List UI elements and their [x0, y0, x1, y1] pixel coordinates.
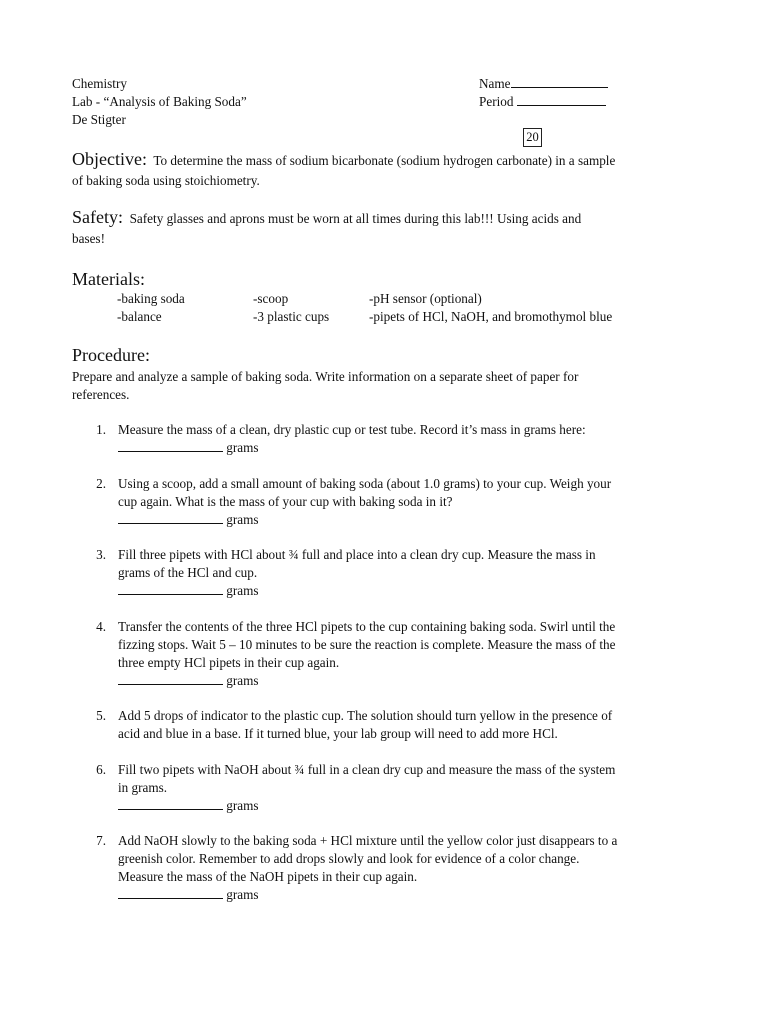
- answer-line[interactable]: [118, 886, 703, 904]
- name-field[interactable]: [479, 75, 608, 93]
- step-line: cup again. What is the mass of your cup with baking soda in it?: [118, 494, 453, 509]
- step-line: Measure the mass of a clean, dry plastic cup or test tube. Record it’s mass in grams here:: [118, 422, 586, 437]
- objective-heading: Objective:: [72, 149, 147, 169]
- step-number: 2.: [96, 476, 106, 491]
- safety-heading: Safety:: [72, 207, 123, 227]
- answer-blank[interactable]: [118, 582, 223, 595]
- safety-text-line2: bases!: [72, 231, 105, 246]
- answer-blank[interactable]: [118, 886, 223, 899]
- step-line: Using a scoop, add a small amount of baking soda (about 1.0 grams) to your cup. Weigh your: [118, 476, 612, 491]
- step-number: 6.: [96, 762, 106, 777]
- step-number: 1.: [96, 422, 106, 437]
- unit-label: grams: [226, 583, 259, 598]
- step-number: 4.: [96, 619, 106, 634]
- unit-label: grams: [226, 887, 259, 902]
- materials-heading: Materials:: [72, 269, 145, 289]
- step-1-text: [118, 421, 703, 457]
- answer-blank[interactable]: [118, 511, 223, 524]
- name-label: Name: [479, 76, 511, 91]
- step-line: in grams.: [118, 780, 168, 795]
- period-field[interactable]: [479, 93, 606, 111]
- objective-section: [72, 150, 697, 170]
- answer-blank[interactable]: [118, 672, 223, 685]
- objective-text-line2: of baking soda using stoichiometry.: [72, 173, 260, 188]
- answer-line[interactable]: [118, 511, 703, 529]
- name-blank[interactable]: [511, 75, 608, 88]
- lab-title: Lab - “Analysis of Baking Soda”: [72, 94, 247, 109]
- answer-line[interactable]: [118, 797, 703, 815]
- unit-label: grams: [226, 798, 259, 813]
- step-line: grams of the HCl and cup.: [118, 565, 258, 580]
- step-number: 5.: [96, 708, 106, 723]
- material-item: -balance: [117, 309, 162, 324]
- material-item: -scoop: [253, 291, 289, 306]
- course-name: Chemistry: [72, 76, 127, 91]
- procedure-intro-line1: Prepare and analyze a sample of baking soda. Write information on a separate sheet of paper for: [72, 369, 579, 384]
- step-2-text: [118, 475, 703, 529]
- material-item: -pH sensor (optional): [369, 291, 482, 306]
- step-line: acid and blue in a base. If it turned blue, your lab group will need to add more HCl.: [118, 726, 558, 741]
- material-item: -pipets of HCl, NaOH, and bromothymol blue: [369, 309, 613, 324]
- unit-label: grams: [226, 440, 259, 455]
- step-4-text: [118, 618, 703, 690]
- step-line: three empty HCl pipets in their cup again.: [118, 655, 340, 670]
- step-line: Add 5 drops of indicator to the plastic cup. The solution should turn yellow in the presence of: [118, 708, 613, 723]
- period-blank[interactable]: [517, 93, 606, 106]
- step-line: Transfer the contents of the three HCl pipets to the cup containing baking soda. Swirl until the: [118, 619, 616, 634]
- step-line: Fill two pipets with NaOH about ¾ full in a clean dry cup and measure the mass of the system: [118, 762, 616, 777]
- answer-line[interactable]: [118, 439, 703, 457]
- step-line: greenish color. Remember to add drops slowly and look for evidence of a color change.: [118, 851, 580, 866]
- safety-section: [72, 208, 697, 228]
- step-6-text: [118, 761, 703, 815]
- points-box: 20: [523, 128, 542, 147]
- step-line: Measure the mass of the NaOH pipets in their cup again.: [118, 869, 418, 884]
- unit-label: grams: [226, 512, 259, 527]
- answer-line[interactable]: [118, 582, 703, 600]
- step-number: 7.: [96, 833, 106, 848]
- step-line: Fill three pipets with HCl about ¾ full and place into a clean dry cup. Measure the mass in: [118, 547, 596, 562]
- material-item: -3 plastic cups: [253, 309, 330, 324]
- step-7-text: [118, 832, 703, 904]
- period-label: Period: [479, 94, 514, 109]
- objective-text-line1: To determine the mass of sodium bicarbonate (sodium hydrogen carbonate) in a sample: [153, 153, 616, 168]
- unit-label: grams: [226, 673, 259, 688]
- step-number: 3.: [96, 547, 106, 562]
- answer-blank[interactable]: [118, 439, 223, 452]
- answer-blank[interactable]: [118, 797, 223, 810]
- step-5-text: [118, 707, 703, 743]
- step-line: Add NaOH slowly to the baking soda + HCl mixture until the yellow color just disappears to a: [118, 833, 618, 848]
- answer-line[interactable]: [118, 672, 703, 690]
- safety-text-line1: Safety glasses and aprons must be worn at all times during this lab!!! Using acids and: [129, 211, 582, 226]
- teacher-name: De Stigter: [72, 112, 126, 127]
- procedure-intro-line2: references.: [72, 387, 130, 402]
- step-3-text: [118, 546, 703, 600]
- procedure-heading: Procedure:: [72, 345, 150, 365]
- step-line: fizzing stops. Wait 5 – 10 minutes to be sure the reaction is complete. Measure the mass of the: [118, 637, 616, 652]
- material-item: -baking soda: [117, 291, 185, 306]
